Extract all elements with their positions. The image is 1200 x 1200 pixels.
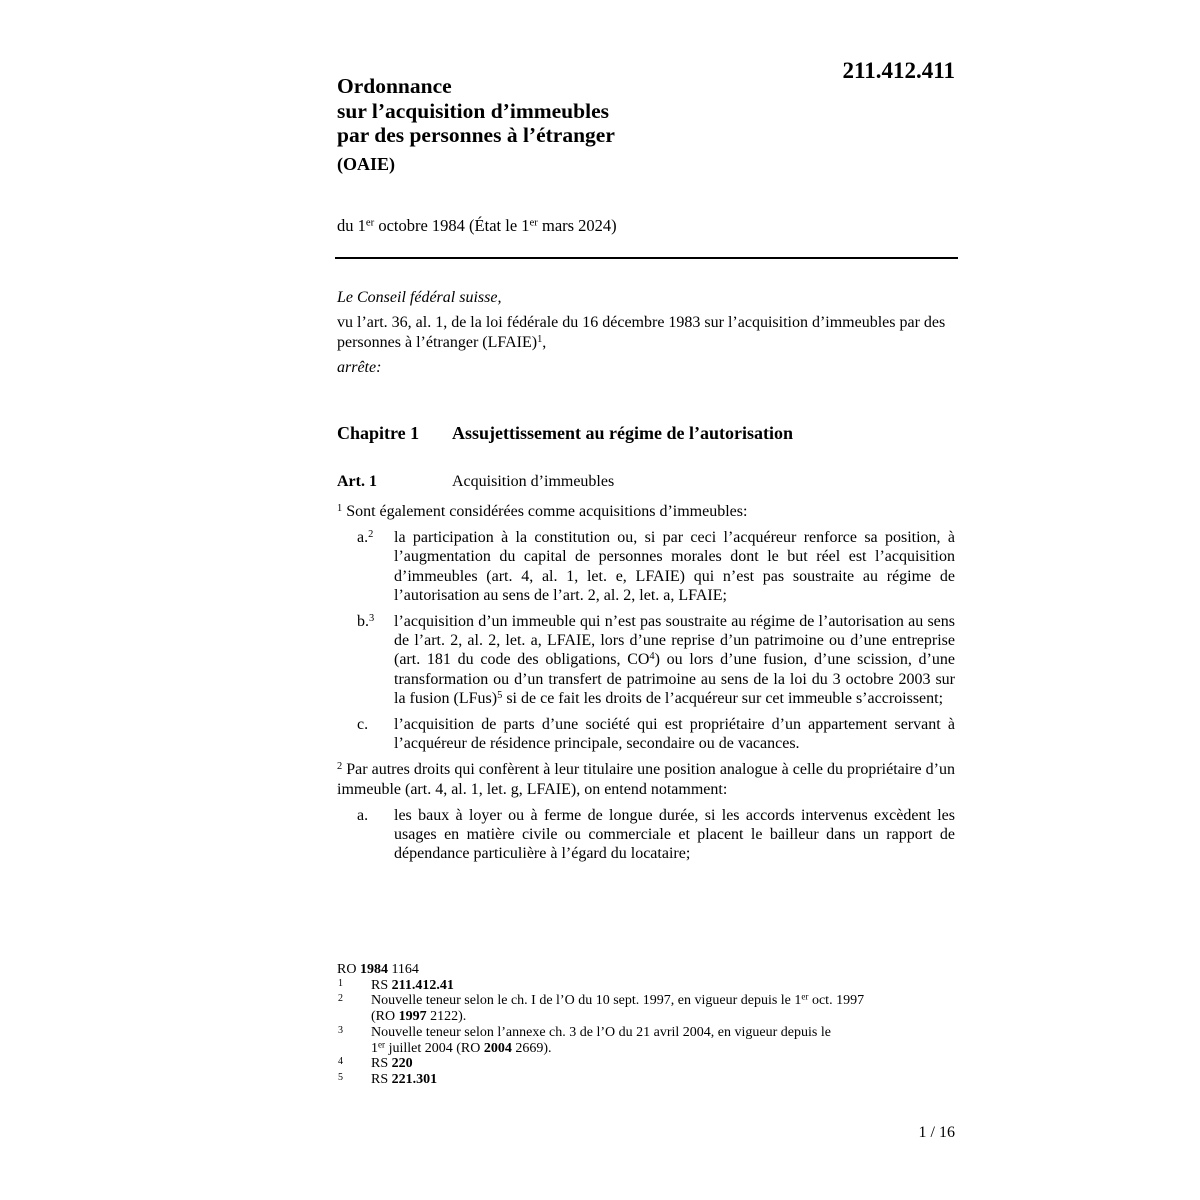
list-marker [357,612,374,631]
footnote-bold: 211.412.41 [391,977,454,993]
footnote-item [337,978,955,994]
list-text-part: ) ou lors d’une fusion, d’une scission, d’une transformation ou d’un transfert de patrimoine au sens de la loi du 3 octobre 2003 sur la fusion (LFus) [394,651,955,707]
footnote-bold: 1997 [398,1009,427,1025]
paragraph-1 [337,502,955,521]
article-label: Art. 1 [337,473,377,490]
page-number: 1 / 16 [918,1124,955,1141]
footnote-ref[interactable]: 5 [497,689,503,701]
footnote-number: 3 [338,1024,343,1036]
list-item [337,612,955,708]
footnote-item [337,1072,955,1088]
header-divider [335,257,958,259]
footnote-bold: 220 [391,1056,413,1072]
list-letter: a. [357,806,369,824]
list-letter: a. [357,529,369,547]
chapter-label: Chapitre 1 [337,423,420,443]
footnote-ro [337,962,955,978]
paragraph-text: Par autres droits qui confèrent à leur titulaire une position analogue à celle du propriétaire d’un immeuble (art. 4, al. 1, let. g, LFAIE), on entend notamment: [337,761,955,798]
article-title: Acquisition d’immeubles [452,473,615,490]
list-text: les baux à loyer ou à ferme de longue durée, si les accords intervenus excèdent les usages en matière civile ou commerciale et placent le bailleur dans un rapport de dépendance particulière à l’égard du locataire; [394,806,955,863]
article-heading [337,473,614,491]
footnote-text: oct. 1997 [808,993,865,1009]
article-body [337,502,955,870]
list-marker [357,528,373,547]
date-text: mars 2024) [537,216,617,235]
title-line: Ordonnance [337,74,452,98]
paragraph-number: 1 [337,502,343,514]
paragraph-text: Sont également considérées comme acquisitions d’immeubles: [342,503,748,520]
list-text-part: si de ce fait les droits de l’acquéreur sur cet immeuble s’accroissent; [502,689,944,707]
preamble-basis-text: vu l’art. 36, al. 1, de la loi fédérale du 16 décembre 1983 sur l’acquisition d’immeubles par des personnes à l’étranger (LFAIE) [337,314,946,351]
date-text: du 1 [337,216,366,235]
footnote-sup: er [378,1038,386,1049]
document-number: 211.412.411 [842,58,955,83]
footnote-text: Nouvelle teneur selon le ch. I de l’O du 10 sept. 1997, en vigueur depuis le 1 [371,993,802,1009]
footnote-text: 1 [371,1040,378,1056]
list-text [394,612,955,708]
document-date [337,216,617,236]
footnote-bold: 1984 [359,962,388,977]
footnote-text: RS [371,1056,392,1072]
document-title [337,74,757,148]
list-marker [357,806,368,825]
preamble [337,288,957,383]
list-text: la participation à la constitution ou, si par ceci l’acquéreur renforce sa position, à l’augmentation du capital de personnes morales dont le but réel est l’acquisition d’immeubles (art. 4, al. 1, let. e, LFAIE) qui n’est pas soustraite au régime de l’autorisation au sens de l’art. 2, al. 2, let. a, LFAIE; [394,529,955,604]
date-sup: er [529,216,538,229]
footnote-text: 2669). [511,1040,552,1056]
list-item [337,806,955,864]
footnote-number: 1 [338,977,343,989]
footnote-text: RO [337,962,360,977]
footnote-text: RS [371,977,392,993]
footnote-text: Nouvelle teneur selon l’annexe ch. 3 de l’O du 21 avril 2004, en vigueur depuis le [371,1024,831,1040]
list-letter: b. [357,613,369,631]
list-text-part: l’acquisition d’un immeuble qui n’est pas soustraite au régime de l’autorisation au sens de l’art. 2, al. 2, let. a, LFAIE, lors d’une reprise d’un patrimoine ou d’une entreprise (art. 181 du code des obligations, CO [394,613,955,669]
preamble-authority: Le Conseil fédéral suisse, [337,289,502,306]
paragraph-2 [337,760,955,798]
title-line: sur l’acquisition d’immeubles [337,98,609,123]
list-marker [357,715,368,734]
footnote-text: 1164 [387,962,419,977]
footnote-number: 4 [338,1056,343,1068]
footnote-ref[interactable]: 1 [537,333,543,345]
footnote-bold: 2004 [483,1040,512,1056]
preamble-decree: arrête: [337,359,382,376]
date-text: octobre 1984 (État le 1 [374,216,530,235]
date-sup: er [365,216,375,229]
footnote-number: 5 [338,1071,343,1083]
footnote-number: 2 [338,993,343,1005]
footnote-text: (RO [371,1009,399,1025]
footnotes [337,962,955,1088]
preamble-basis [337,313,957,353]
footnote-ref[interactable]: 4 [649,651,655,663]
list-letter: c. [357,716,369,734]
list-item [337,528,955,605]
chapter-heading [337,423,793,444]
document-abbreviation: (OAIE) [337,154,395,174]
footnote-item [337,1056,955,1072]
chapter-title: Assujettissement au régime de l’autorisation [452,423,793,443]
footnote-ref[interactable]: 3 [369,612,375,624]
footnote-text: juillet 2004 (RO [385,1040,484,1056]
footnote-text: RS [371,1071,392,1087]
footnote-bold: 221.301 [391,1071,438,1087]
footnote-item [337,993,955,1024]
footnote-text: 2122). [426,1009,467,1025]
list-item [337,715,955,753]
title-line: par des personnes à l’étranger [337,123,615,147]
list-text: l’acquisition de parts d’une société qui est propriétaire d’un appartement servant à l’acquéreur de résidence principale, secondaire ou de vacances. [394,716,955,753]
footnote-ref[interactable]: 2 [368,529,374,541]
footnote-sup: er [801,991,809,1002]
preamble-basis-end: , [542,334,547,351]
paragraph-number: 2 [337,761,343,773]
footnote-item [337,1025,955,1056]
